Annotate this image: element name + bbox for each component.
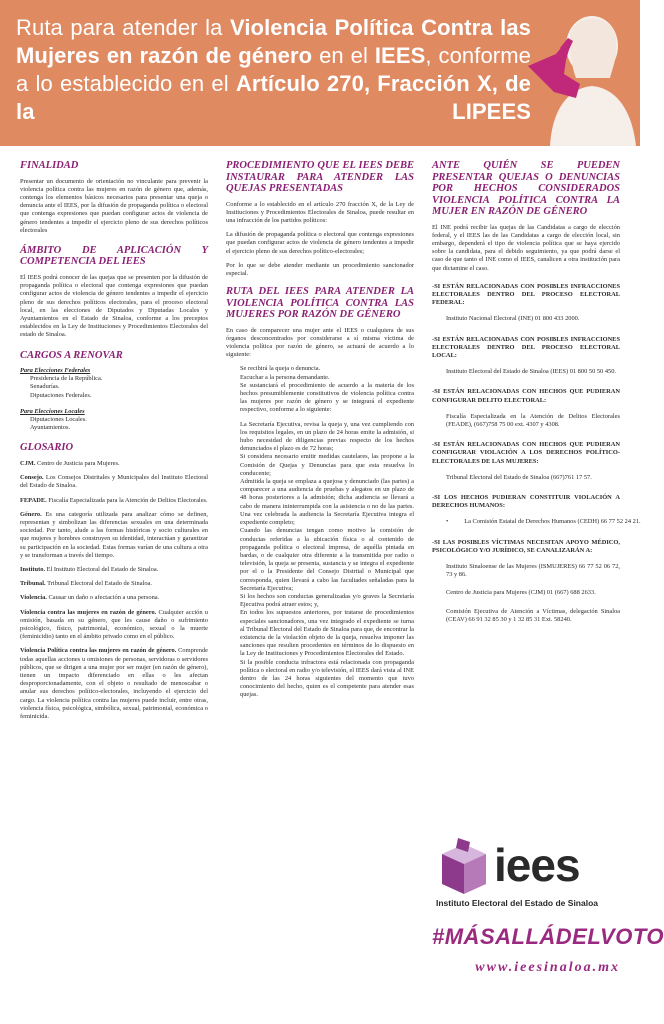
logo-wordmark: iees <box>494 839 580 891</box>
header-title <box>16 14 531 126</box>
header-title-part: IEES <box>374 43 426 68</box>
locales-title: Para Elecciones Locales <box>20 407 85 415</box>
ruta-paragraph: En caso de comparecer una mujer ante el IEES o cualquiera de sus órganos desconcentrados por considerarse a sí misma víctima de violencia política por razón de género, se actuará de acuerdo a lo siguiente: <box>226 326 414 359</box>
glosario-term: Violencia. <box>20 594 47 602</box>
contact-heading: -SI ESTÁN RELACIONADAS CON HECHOS QUE PUDIERAN CONFIGURAR VIOLACIÓN A LOS DERECHOS POLÍTICO-ELECTORALES DE LAS MUJERES: <box>432 441 620 465</box>
section-title-ruta: RUTA DEL IEES PARA ATENDER LA VIOLENCIA POLÍTICA CONTRA LAS MUJERES POR RAZÓN DE GÉNERO <box>226 286 414 321</box>
list-item: Diputaciones Federales. <box>30 391 92 399</box>
woman-silhouette-icon <box>520 0 640 146</box>
federales-title: Para Elecciones Federales <box>20 367 91 375</box>
glosario-term: FEPADE. <box>20 496 47 504</box>
contact-item: Instituto Sinaloense de las Mujeres (ISMUJERES) 66 77 52 06 72, 73 y 86. <box>446 562 620 579</box>
contact-heading: -SI LAS POSIBLES VÍCTIMAS NECESITAN APOYO MÉDICO, PSICOLÓGICO Y/O JURÍDICO, SE CANALIZARÁN A: <box>432 538 620 554</box>
glosario-term: Instituto. <box>20 566 46 573</box>
header-title-part: Ruta para atender la <box>16 15 230 40</box>
column-left <box>20 160 208 727</box>
glosario-entry <box>20 566 208 574</box>
glosario-entry <box>20 580 208 588</box>
glosario-definition: Cualquier acción u omisión, basada en su género, que les cause daño o sufrimiento psicológico, físico, patrimonial, económico, sexual o la muerte (feminicidio) tanto en el ámbito privado como en el público. <box>20 608 208 641</box>
list-item: Senadurías. <box>30 383 60 391</box>
glosario-entry <box>20 594 208 602</box>
contact-item: Fiscalía Especializada en la Atención de Delitos Electorales (FEADE), (667)758 75 00 ext. 4307 y 4308. <box>446 412 620 428</box>
list-item: Ayuntamientos. <box>30 424 71 432</box>
contact-heading: -SI ESTÁN RELACIONADAS CON HECHOS QUE PUDIERAN CONFIGURAR DELITO ELECTORAL: <box>432 388 620 404</box>
glosario-definition: Causar un daño o afectación a una persona. <box>46 594 160 602</box>
contact-item: Instituto Nacional Electoral (INE) 01 800 433 2000. <box>446 315 580 323</box>
glosario-term: Violencia contra las mujeres en razón de género. <box>20 608 157 616</box>
glosario-entry <box>20 460 208 468</box>
contact-item: Comisión Ejecutiva de Atención a Víctimas, delegación Sinaloa (CEAV) 66 91 32 85 30 y 1 32 85 31 Ext. 58240. <box>446 607 620 623</box>
column-right <box>432 160 641 634</box>
glosario-definition: Centro de Justicia para Mujeres. <box>35 459 120 467</box>
glosario-term: Violencia Política contra las mujeres en razón de género. <box>20 647 177 655</box>
glosario-entry <box>20 609 208 642</box>
list-item: Presidencia de la República. <box>30 375 103 383</box>
contact-heading: -SI ESTÁN RELACIONADAS CON POSIBLES INFRACCIONES ELECTORALES DENTRO DEL PROCESO ELECTORAL LOCAL: <box>432 335 620 359</box>
proc-paragraph: La difusión de propaganda política o electoral que contenga expresiones que puedan configurar actos de violencia de género tendentes a impedir el ejercicio pleno de sus derechos político-electorales; <box>226 231 414 255</box>
glosario-definition: Fiscalía Especializada para la Atención de Delitos Electorales. <box>46 496 208 504</box>
glosario-entry <box>20 647 208 721</box>
contact-item: • La Comisión Estatal de Derechos Humanos (CEDH) 66 77 52 24 21. <box>446 518 641 526</box>
proc-paragraph: Por lo que se debe atender mediante un procedimiento sancionador especial. <box>226 261 414 277</box>
glosario-definition: Los Consejos Distritales y Municipales del Instituto Electoral del Estado de Sinaloa. <box>20 474 208 490</box>
header-title-part: en el <box>312 43 375 68</box>
ruta-steps: Se recibirá la queja o denuncia. Escuchar a la persona demandante. Se sustanciará el procedimiento de acuerdo a la materia de los hechos presumiblemente constitutivos de violencia política contra las mujeres por razón de género y se integrará el expediente respectivo, conforme a lo siguiente: <box>240 365 414 414</box>
contact-item: Instituto Electoral del Estado de Sinaloa (IEES) 01 800 50 50 450. <box>446 368 617 376</box>
logo-subtitle: Instituto Electoral del Estado de Sinaloa <box>436 898 599 908</box>
glosario-term: Tribunal. <box>20 580 46 588</box>
header-title-part: Artículo 270, Fracción X, de la LIPEES <box>16 71 531 124</box>
federales-list <box>20 375 208 400</box>
section-title-procedimiento: PROCEDIMIENTO QUE EL IEES DEBE INSTAURAR PARA ATENDER LAS QUEJAS PRESENTADAS <box>226 160 414 194</box>
section-title-ante-quien: ANTE QUIÉN SE PUEDEN PRESENTAR QUEJAS O DENUNCIAS POR HECHOS CONSIDERADOS VIOLENCIA POLÍTICA CONTRA LA MUJER EN RAZÓN DE GÉNERO <box>432 160 620 217</box>
section-title-cargos: CARGOS A RENOVAR <box>20 349 123 361</box>
website-link[interactable]: www.ieesinaloa.mx <box>475 960 620 975</box>
glosario-definition: El Instituto Electoral del Estado de Sinaloa. <box>45 566 159 573</box>
list-item: Diputaciones Locales. <box>30 416 87 424</box>
locales-list <box>20 416 208 432</box>
contact-heading: -SI ESTÁN RELACIONADAS CON POSIBLES INFRACCIONES ELECTORALES DENTRO DEL PROCESO ELECTORAL FEDERAL: <box>432 282 620 307</box>
glosario-entry <box>20 497 208 505</box>
glosario-definition: Es una categoría utilizada para analizar cómo se definen, representan y simbolizan las diferencias sexuales en una determinada sociedad. Por tanto, alude a las formas históricas y socio culturales en que mujeres y hombres construyen su identidad, interactúan y garantizar su participación en la sociedad. Estas formas varían de una cultura a otra y se transforman a través del tiempo. <box>20 510 208 559</box>
glosario-definition: Tribunal Electoral del Estado de Sinaloa. <box>45 580 152 588</box>
contact-item: Centro de Justicia para Mujeres (CJM) 01 (667) 688 2633. <box>446 589 596 597</box>
section-title-finalidad: FINALIDAD <box>20 160 79 171</box>
section-title-glosario: GLOSARIO <box>20 442 74 454</box>
hashtag: #MÁSALLÁDELVOTO <box>432 924 664 949</box>
ambito-text: El IEES podrá conocer de las quejas que se presenten por la difusión de propaganda política o electoral que contenga expresiones que puedan configurar actos de violencia de género tendentes a impedir el ejercicio pleno de sus derechos políticos electorales, para el proceso electoral local, en las elecciones de Diputados y Diputadas Locales y Ayuntamientos en el Estado de Sinaloa, conforme a los preceptos establecidos en la Ley de Instituciones y Procedimientos Electorales del estado de Sinaloa. <box>20 273 208 339</box>
glosario-term: Género. <box>20 510 42 518</box>
ruta-procedure: La Secretaría Ejecutiva, revisa la queja y, una vez cumpliendo con los requisitos legales, en un plazo de 24 horas emite la admisión, si hubo necesidad de diligencias previas respecto de los hechos denunciados el plazo es de 72 horas; Si considera necesario emitir medidas cautelares, las propone a la Comisión de Quejas y Denuncias para que esta resuelva lo conducente; Admitida la queja se emplaza a quejosa y denunciado (las partes) a comparecer a una audiencia de pruebas y alegatos en un plazo de 48 horas posteriores a la admisión; dicha audiencia se llevará a cabo de manera ininterrumpida con la asistencia o no de las partes. Una vez celebrada la audiencia la Secretaría Ejecutiva integra el expediente completo; Cuando las denuncias tengan como motivo la comisión de conductas referidas a la ubicación física o al contenido de propaganda política o electoral impresa, de aquélla pintada en bardas, o de cualquier otra diferente a la transmitida por radio o televisión, la queja se presenta, sustancia y se integra el expediente por el o la Presidente del Consejo Distrital o Municipal que corresponda, quien llevará a cabo las facultades señaladas para la Secretaría Ejecutiva; Si los hechos son conductas generalizadas y/o graves la Secretaría Ejecutiva podrá atraer estos; y, En todos los supuestos anteriores, por tratarse de procedimientos especiales sancionadores, una vez integrado el expediente se turna al Tribunal Electoral del Estado de Sinaloa para que, de encontrar la existencia de la violación objeto de la queja, resuelva imponer las sanciones que resulten procedentes en términos de lo dispuesto en la Ley de Instituciones y Procedimientos Electorales del Estado. Si la posible conducta infractora está relacionada con propaganda política o electoral en radio y/o televisión, el IEES dará vista al INE dentro de las 24 horas siguientes del momento que tuvo conocimiento del hecho, quien es el competente para atender esas quejas. <box>240 420 414 699</box>
contact-heading: -SI LOS HECHOS PUDIERAN CONSTITUIR VIOLACIÓN A DERECHOS HUMANOS: <box>432 493 620 510</box>
glosario-term: Consejo. <box>20 474 44 482</box>
header-banner <box>0 0 640 146</box>
header-title-part: Violencia Política Contra las Mujeres en razón de género <box>16 15 531 68</box>
glosario-definition: Comprende todas aquellas acciones u omisiones de personas, servidoras o servidores públicos, que se dirigen a una mujer por ser mujer (en razón de género), tienen un impacto diferenciado en ellas o les afectan desproporcionadamente, con el objeto o resultado de menoscabar o anular sus derechos político-electorales, incluyendo el ejercicio del cargo. La violencia política contra las mujeres puede incluir, entre otras, violencia física, psicológica, simbólica, sexual, patrimonial, económica o feminicida. <box>20 647 208 721</box>
ante-quien-text: El INE podrá recibir las quejas de las Candidatas a cargo de elección federal, y el IEES las de las Candidatas a cargo de elección local, sin embargo, dependerá el tipo de violencia política que se haya ejercido sobre la candidata, para el debido seguimiento, ya que podrá darse el caso de que tanto el INE como el IEES, canalicen a otra institución para que dictamine el caso. <box>432 223 620 272</box>
glosario-entry <box>20 511 208 560</box>
contact-item: Tribunal Electoral del Estado de Sinaloa (667)761 17 57. <box>446 473 592 481</box>
glosario-entry <box>20 474 208 490</box>
glosario-term: CJM. <box>20 459 36 467</box>
glosario-list <box>20 460 208 721</box>
column-middle <box>226 160 414 706</box>
proc-paragraph: Conforme a lo establecido en el artículo 270 fracción X, de la Ley de Instituciones y Procedimientos Electorales de Sinaloa, puede resultar en una infracción de los partidos políticos: <box>226 200 414 224</box>
finalidad-text: Presentar un documento de orientación no vinculante para prevenir la violencia política contra las mujeres en razón de género que, además, contenga los elementos básicos necesarios para presentar una queja o denuncia ante el IEES, por la difusión de propaganda política o electoral que contenga expresiones que puedan configurar actos de violencia de género tendentes a impedir el ejercicio pleno de sus derechos políticos electorales <box>20 177 208 234</box>
ballot-box-icon <box>436 838 492 896</box>
iees-logo <box>432 838 620 908</box>
section-title-ambito: ÁMBITO DE APLICACIÓN Y COMPETENCIA DEL IEES <box>20 244 208 268</box>
header-title-part: , conforme a lo establecido en el <box>16 43 531 96</box>
